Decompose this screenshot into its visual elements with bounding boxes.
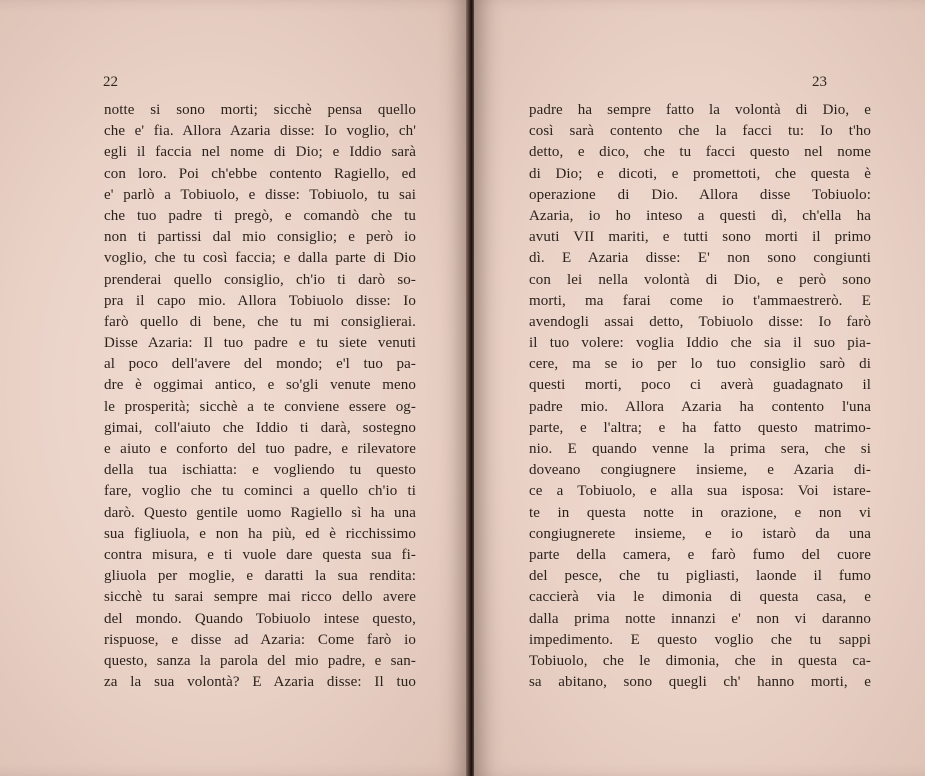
text-line: notte si sono morti; sicchè pensa quello — [104, 102, 416, 118]
text-line: avuti VII mariti, e tutti sono morti il primo — [529, 229, 871, 246]
right-page — [474, 0, 925, 776]
text-line: rispuose, e disse ad Azaria: Come farò io — [104, 631, 416, 648]
left-page-number: 22 — [103, 74, 118, 90]
text-line: parte della camera, e farò fumo del cuore — [529, 546, 871, 563]
text-line: Tobiuolo, che le dimonia, che in questa ca- — [529, 652, 871, 669]
text-line: operazione di Dio. Allora disse Tobiuolo: — [529, 186, 871, 203]
text-line: sicchè tu sarai sempre mai ricco dello avere — [104, 589, 416, 606]
left-page-text — [104, 100, 416, 693]
text-line: dalla prima notte innanzi e' non vi daranno — [529, 610, 871, 627]
text-line: za la sua volontà? E Azaria disse: Il tuo — [104, 674, 416, 691]
text-line: egli il faccia nel nome di Dio; e Iddio sarà — [104, 144, 416, 161]
text-line: dì. E Azaria disse: E' non sono congiunti — [529, 250, 871, 267]
text-line: doveano congiugnere insieme, e Azaria di- — [529, 462, 871, 479]
text-line: questi morti, poco ci averà guadagnato il — [529, 377, 871, 394]
text-line: impedimento. E questo voglio che tu sappi — [529, 631, 871, 648]
text-line: al poco dell'avere del mondo; e'l tuo pa- — [104, 356, 416, 373]
text-line: gliuola per moglie, e daratti la sua rendita: — [104, 568, 416, 585]
right-page-text — [529, 100, 871, 693]
text-line: caccierà via le dimonia di questa casa, e — [529, 589, 871, 606]
text-line: con lei nella volontà di Dio, e però sono — [529, 271, 871, 288]
text-line: gimai, coll'aiuto che Iddio ti darà, sostegno — [104, 419, 416, 436]
text-line: congiugnerete insieme, e io istarò da una — [529, 525, 871, 542]
text-line: padre mio. Allora Azaria ha contento l'una — [529, 398, 871, 415]
text-line: pra il capo mio. Allora Tobiuolo disse: Io — [104, 292, 416, 309]
text-line: contra misura, e ti vuole dare questa sua fi- — [104, 546, 416, 563]
text-line: questo, sanza la parola del mio padre, e san- — [104, 652, 416, 669]
text-line: voglio, che tu così faccia; e dalla parte di Dio — [104, 250, 416, 267]
text-line: ce a Tobiuolo, e alla sua isposa: Voi istare- — [529, 483, 871, 500]
text-line: padre ha sempre fatto la volontà di Dio, e — [529, 102, 871, 118]
text-line: e' parlò a Tobiuolo, e disse: Tobiuolo, tu sai — [104, 186, 416, 203]
text-line: nio. E quando venne la prima sera, che si — [529, 441, 871, 457]
text-line: farò quello di bene, che tu mi consiglierai. — [104, 313, 416, 330]
text-line: del pesce, che tu pigliasti, laonde il fumo — [529, 568, 871, 585]
text-line: te in questa notte in orazione, e non vi — [529, 504, 871, 521]
text-line: morti, ma farai come io t'ammaestrerò. E — [529, 292, 871, 309]
text-line: fare, voglio che tu cominci a quello ch'io ti — [104, 483, 416, 500]
text-line: con loro. Poi ch'ebbe contento Ragiello, ed — [104, 165, 416, 182]
text-line: Azaria, io ho inteso a questi dì, ch'ella ha — [529, 207, 871, 224]
text-line: prenderai quello consiglio, ch'io ti darò so- — [104, 271, 416, 288]
text-line: sua figliuola, e non ha più, ed è ricchissimo — [104, 525, 416, 542]
text-line: dre è oggimai antico, e so'gli venute meno — [104, 377, 416, 394]
text-line: del mondo. Quando Tobiuolo intese questo, — [104, 610, 416, 627]
text-line: e aiuto e conforto del tuo padre, e rilevatore — [104, 441, 416, 457]
text-line: darò. Questo gentile uomo Ragiello sì ha una — [104, 504, 416, 521]
text-line: le prosperità; sicchè a te conviene essere og- — [104, 398, 416, 415]
text-line: che e' fia. Allora Azaria disse: Io voglio, ch' — [104, 123, 416, 140]
text-line: il tuo volere: voglia Iddio che sia il suo pia- — [529, 335, 871, 352]
text-line: così sarà contento che la facci tu: Io t'ho — [529, 123, 871, 140]
text-line: di Dio; e dicoti, e promettoti, che questa è — [529, 165, 871, 182]
text-line: non ti partissi dal mio consiglio; e però io — [104, 229, 416, 246]
text-line: detto, e dico, che tu facci questo nel nome — [529, 144, 871, 161]
text-line: che tuo padre ti pregò, e comandò che tu — [104, 207, 416, 224]
text-line: parte, e l'altra; e ha fatto questo matrimo- — [529, 419, 871, 436]
text-line: sa abitano, sono quegli ch' hanno morti, e — [529, 674, 871, 691]
text-line: Disse Azaria: Il tuo padre e tu siete venuti — [104, 335, 416, 352]
text-line: cere, ma se io per lo tuo consiglio sarò di — [529, 356, 871, 373]
text-line: avendogli assai detto, Tobiuolo disse: Io farò — [529, 313, 871, 330]
right-page-number: 23 — [812, 74, 827, 90]
text-line: della tua ischiatta: e vogliendo tu questo — [104, 462, 416, 479]
